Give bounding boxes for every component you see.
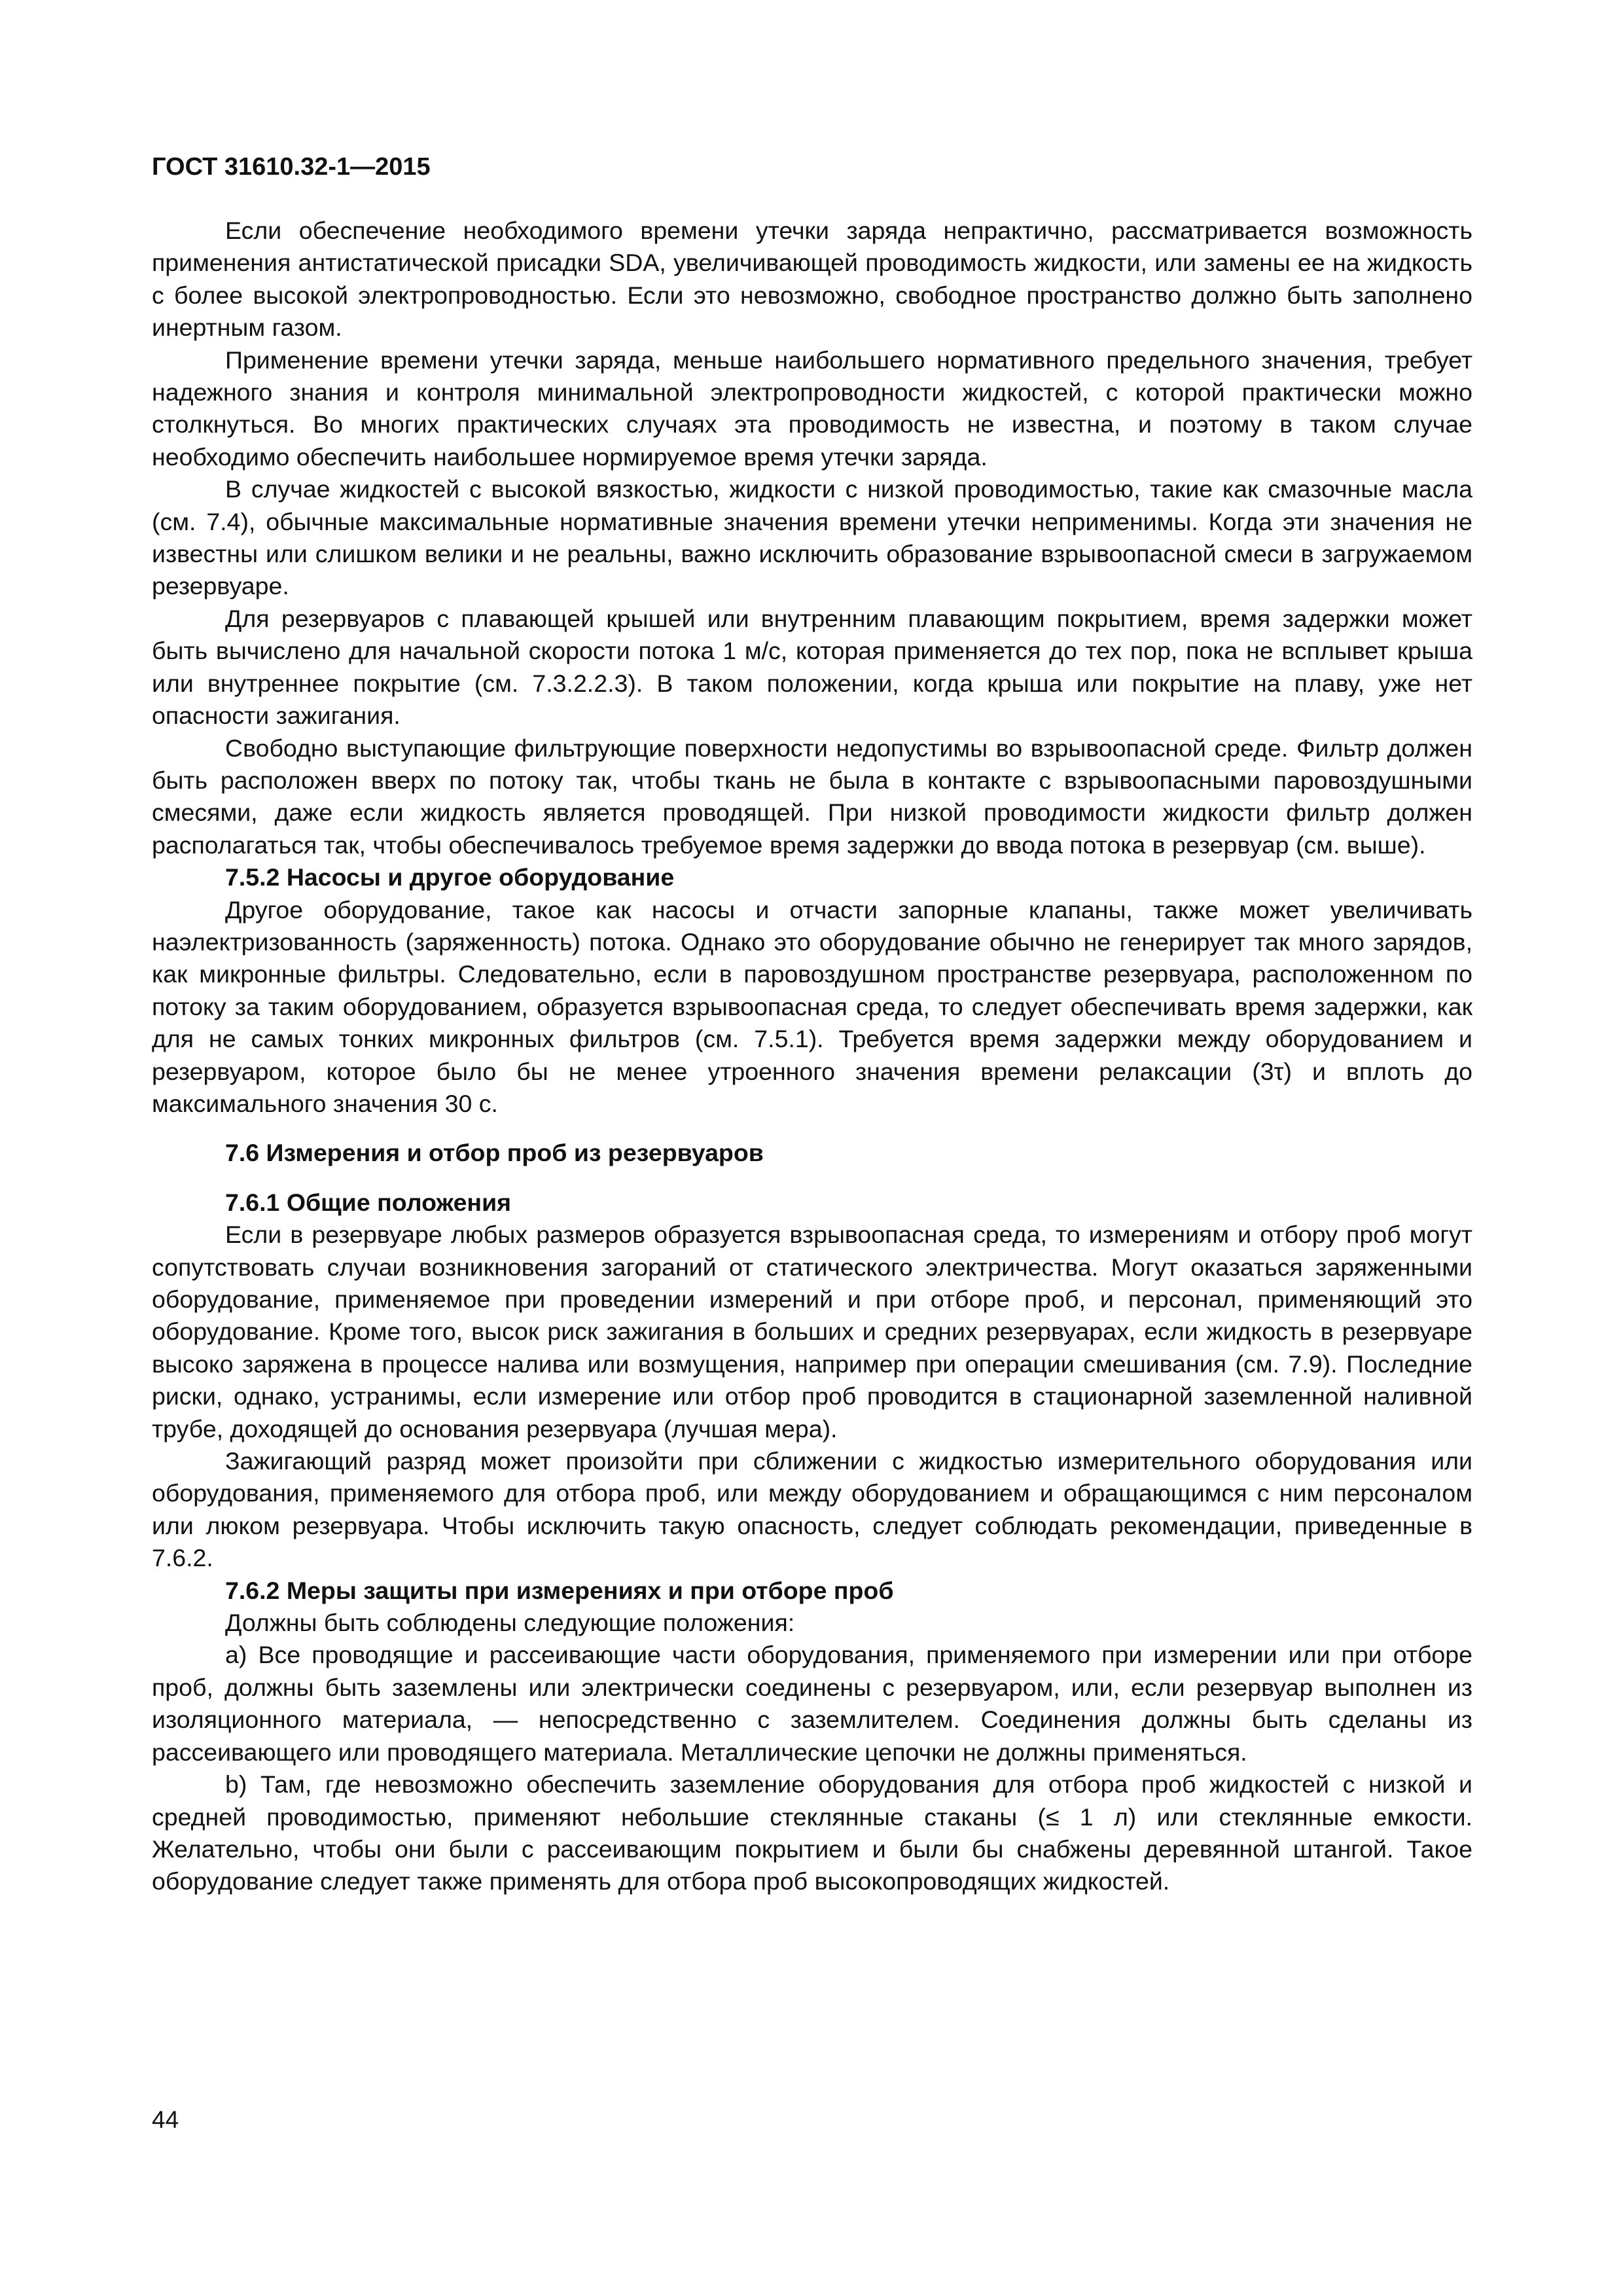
paragraph: Должны быть соблюдены следующие положения: (225, 1609, 795, 1637)
section-heading-7-6: 7.6 Измерения и отбор проб из резервуаров (225, 1139, 764, 1167)
paragraph: Для резервуаров с плавающей крышей или внутренним плавающим покрытием, время задержки может быть вычислено для начальной скорости потока 1 м/с, которая применяется до тех пор, пока не всплывет крыша или внутреннее покрытие (см. 7.3.2.2.3). В таком положении, когда крыша или покрытие на плаву, уже нет опасности зажигания. (152, 604, 1472, 730)
paragraph: Применение времени утечки заряда, меньше наибольшего нормативного предельного значения, требует надежного знания и контроля минимальной электропроводности жидкостей, с которой практически можно столкнуться. Во многих практических случаях эта проводимость не известна, и поэтому в таком случае необходимо обеспечить наибольшее нормируемое время утечки заряда. (152, 346, 1472, 471)
paragraph: Если обеспечение необходимого времени утечки заряда непрактично, рассматривается возможность применения антистатической присадки SDA, увеличивающей проводимость жидкости, или замены ее на жидкость с более высокой электропроводностью. Если это невозможно, свободное пространство должно быть заполнено инертным газом. (152, 217, 1472, 342)
paragraph: Если в резервуаре любых размеров образуется взрывоопасная среда, то измерениям и отбору проб могут сопутствовать случаи возникновения загораний от статического электричества. Могут оказаться заряженными оборудование, применяемое при проведении измерений и при отборе проб, и персонал, применяющий это оборудование. Кроме того, высок риск зажигания в больших и средних резервуарах, если жидкость в резервуаре высоко заряжена в процессе налива или возмущения, например при операции смешивания (см. 7.9). Последние риски, однако, устранимы, если измерение или отбор проб проводится в стационарной заземленной наливной трубе, доходящей до основания резервуара (лучшая мера). (152, 1221, 1472, 1443)
section-heading-7-6-2: 7.6.2 Меры защиты при измерениях и при отборе проб (225, 1576, 894, 1604)
document-page (152, 98, 1472, 2258)
list-item-a: а) Все проводящие и рассеивающие части оборудования, применяемого при измерении или при отборе проб, должны быть заземлены или электрически соединены с резервуаром, или, если резервуар выполнен из изоляционного материала, — непосредственно с заземлителем. Соединения должны быть сделаны из рассеивающего или проводящего материала. Металлические цепочки не должны применяться. (152, 1641, 1472, 1766)
paragraph: Зажигающий разряд может произойти при сближении с жидкостью измерительного оборудования или оборудования, применяемого для отбора проб, или между оборудованием и обращающимся с ним персоналом или люком резервуара. Чтобы исключить такую опасность, следует соблюдать рекомендации, приведенные в 7.6.2. (152, 1447, 1472, 1572)
section-heading-7-5-2: 7.5.2 Насосы и другое оборудование (225, 863, 675, 891)
page-number: 44 (152, 2106, 179, 2133)
document-header: ГОСТ 31610.32-1—2015 (152, 153, 431, 181)
paragraph: Свободно выступающие фильтрующие поверхности недопустимы во взрывоопасной среде. Фильтр должен быть расположен вверх по потоку так, чтобы ткань не была в контакте с взрывоопасными паровоздушными смесями, даже если жидкость является проводящей. При низкой проводимости жидкости фильтр должен располагаться так, чтобы обеспечивалось требуемое время задержки до ввода потока в резервуар (см. выше). (152, 734, 1472, 859)
section-heading-7-6-1: 7.6.1 Общие положения (225, 1188, 512, 1216)
paragraph: Другое оборудование, такое как насосы и отчасти запорные клапаны, также может увеличивать наэлектризованность (заряженность) потока. Однако это оборудование обычно не генерирует так много зарядов, как микронные фильтры. Следовательно, если в паровоздушном пространстве резервуара, расположенном по потоку за таким оборудованием, образуется взрывоопасная среда, то следует обеспечивать время задержки, как для не самых тонких микронных фильтров (см. 7.5.1). Требуется время задержки между оборудованием и резервуаром, которое было бы не менее утроенного значения времени релаксации (3τ) и вплоть до максимального значения 30 с. (152, 895, 1472, 1117)
paragraph: В случае жидкостей с высокой вязкостью, жидкости с низкой проводимостью, такие как смазочные масла (см. 7.4), обычные максимальные нормативные значения времени утечки неприменимы. Когда эти значения не известны или слишком велики и не реальны, важно исключить образование взрывоопасной смеси в загружаемом резервуаре. (152, 475, 1472, 600)
list-item-b: b) Там, где невозможно обеспечить заземление оборудования для отбора проб жидкостей с низкой и средней проводимостью, применяют небольшие стеклянные стаканы (≤ 1 л) или стеклянные емкости. Желательно, чтобы они были с рассеивающим покрытием и были бы снабжены деревянной штангой. Такое оборудование следует также применять для отбора проб высокопроводящих жидкостей. (152, 1770, 1472, 1895)
